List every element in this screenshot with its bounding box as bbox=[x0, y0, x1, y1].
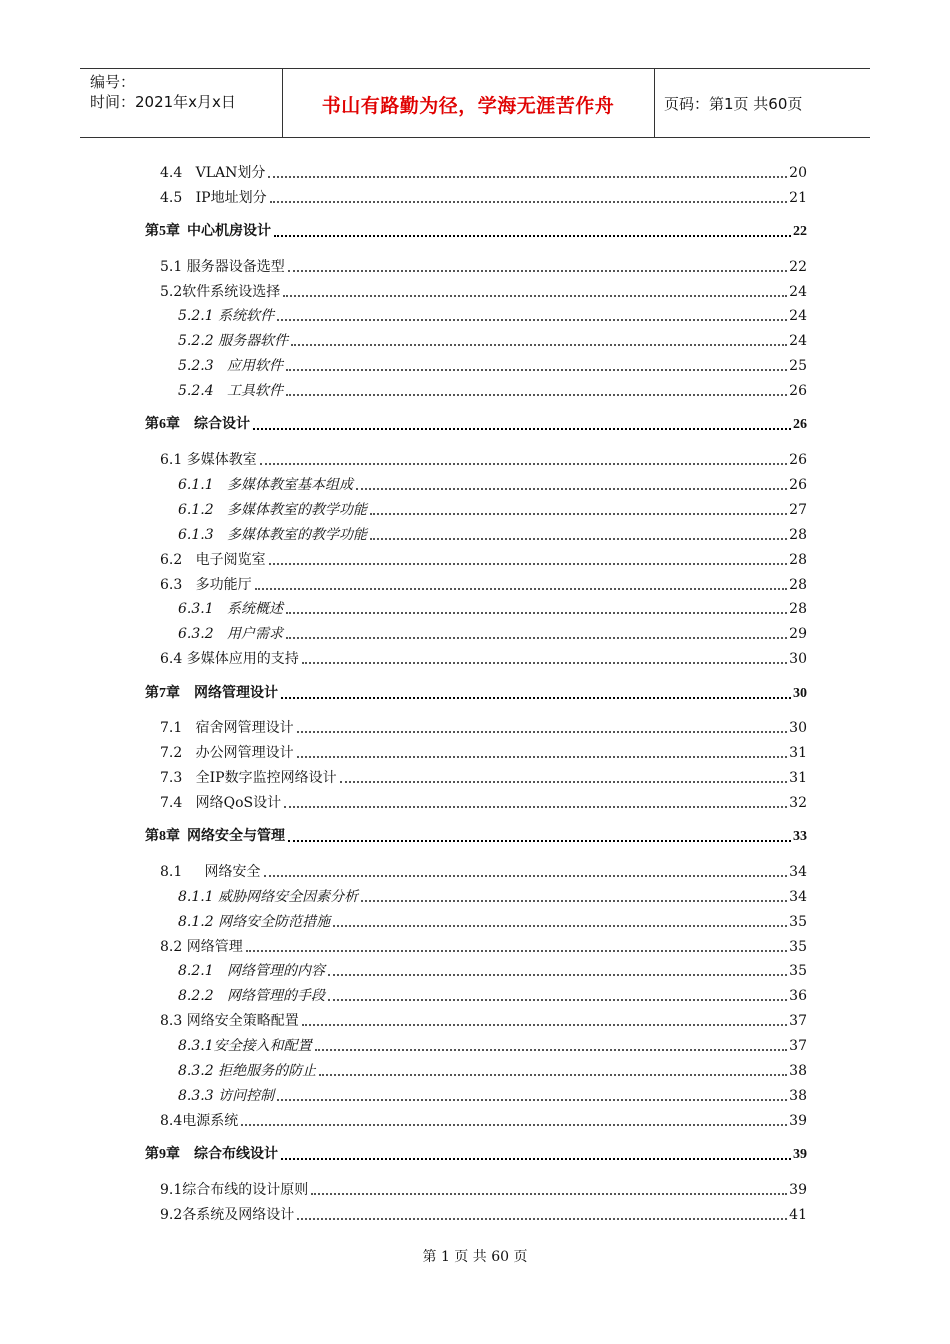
toc-subsection-entry[interactable] bbox=[145, 353, 807, 375]
toc-leader-dots bbox=[241, 1123, 787, 1126]
toc-page-number: 22 bbox=[789, 259, 807, 275]
toc-page-number: 35 bbox=[789, 939, 807, 955]
toc-leader-dots bbox=[297, 1217, 787, 1220]
toc-page-number: 31 bbox=[789, 770, 807, 786]
toc-entry-title: 7.3 全IP数字监控网络设计 bbox=[160, 770, 337, 786]
toc-leader-dots bbox=[297, 755, 788, 758]
toc-entry-title: 9.2各系统及网络设计 bbox=[160, 1207, 295, 1223]
toc-leader-dots bbox=[283, 294, 787, 297]
toc-page-number: 30 bbox=[789, 651, 807, 667]
toc-page-number: 22 bbox=[793, 224, 807, 239]
toc-section-entry[interactable] bbox=[145, 1108, 807, 1130]
toc-page-number: 38 bbox=[789, 1088, 807, 1104]
toc-entry-title: 8.2.2 网络管理的手段 bbox=[178, 988, 325, 1004]
toc-entry-title: 6.3 多功能厅 bbox=[160, 577, 252, 593]
toc-leader-dots bbox=[286, 368, 787, 371]
toc-subsection-entry[interactable] bbox=[145, 983, 807, 1005]
toc-entry-title: 第7章 网络管理设计 bbox=[145, 686, 278, 701]
toc-section-entry[interactable] bbox=[145, 1202, 807, 1224]
toc-entry-title: 8.1 网络安全 bbox=[160, 864, 261, 880]
toc-entry-title: 9.1综合布线的设计原则 bbox=[160, 1182, 309, 1198]
toc-page-number: 32 bbox=[789, 795, 807, 811]
toc-subsection-entry[interactable] bbox=[145, 1033, 807, 1055]
toc-page-number: 28 bbox=[789, 552, 807, 568]
toc-leader-dots bbox=[302, 1023, 787, 1026]
toc-leader-dots bbox=[281, 696, 791, 699]
toc-section-entry[interactable] bbox=[145, 1008, 807, 1030]
toc-page-number: 39 bbox=[789, 1113, 807, 1129]
toc-leader-dots bbox=[270, 200, 788, 203]
header-motto-cell bbox=[282, 69, 655, 137]
toc-entry-title: 5.1 服务器设备选型 bbox=[160, 259, 285, 275]
toc-entry-title: 5.2.2 服务器软件 bbox=[178, 333, 289, 349]
toc-entry-title: 7.1 宿舍网管理设计 bbox=[160, 720, 294, 736]
toc-page-number: 30 bbox=[789, 720, 807, 736]
toc-section-entry[interactable] bbox=[145, 790, 807, 812]
toc-leader-dots bbox=[253, 427, 791, 430]
toc-page-number: 36 bbox=[789, 988, 807, 1004]
toc-page-number: 28 bbox=[789, 577, 807, 593]
toc-entry-title: 6.3.1 系统概述 bbox=[178, 601, 283, 617]
toc-leader-dots bbox=[286, 636, 787, 639]
toc-leader-dots bbox=[319, 1073, 787, 1076]
toc-page-number: 21 bbox=[789, 190, 807, 206]
toc-section-entry[interactable] bbox=[145, 1177, 807, 1199]
toc-leader-dots bbox=[288, 269, 787, 272]
toc-leader-dots bbox=[315, 1048, 788, 1051]
toc-section-entry[interactable] bbox=[145, 646, 807, 668]
toc-leader-dots bbox=[269, 562, 788, 565]
toc-entry-title: 8.3.2 拒绝服务的防止 bbox=[178, 1063, 317, 1079]
toc-leader-dots bbox=[277, 1098, 787, 1101]
toc-section-entry[interactable] bbox=[145, 547, 807, 569]
toc-subsection-entry[interactable] bbox=[145, 303, 807, 325]
toc-entry-title: 6.1.3 多媒体教室的教学功能 bbox=[178, 527, 367, 543]
header-page-cell bbox=[654, 69, 870, 137]
document-number: 编号： bbox=[90, 73, 136, 91]
toc-subsection-entry[interactable] bbox=[145, 1083, 807, 1105]
toc-entry-title: 7.4 网络QoS设计 bbox=[160, 795, 282, 811]
toc-leader-dots bbox=[274, 234, 791, 237]
toc-leader-dots bbox=[291, 343, 787, 346]
toc-entry-title: 6.1.1 多媒体教室基本组成 bbox=[178, 477, 353, 493]
toc-entry-title: 8.2 网络管理 bbox=[160, 939, 243, 955]
toc-entry-title: 6.4 多媒体应用的支持 bbox=[160, 651, 299, 667]
toc-entry-title: 6.2 电子阅览室 bbox=[160, 552, 266, 568]
toc-chapter-entry[interactable] bbox=[145, 681, 807, 703]
toc-page-number: 26 bbox=[789, 383, 807, 399]
toc-section-entry[interactable] bbox=[145, 279, 807, 301]
toc-page-number: 28 bbox=[789, 601, 807, 617]
toc-page-number: 26 bbox=[789, 452, 807, 468]
toc-section-entry[interactable] bbox=[145, 765, 807, 787]
toc-leader-dots bbox=[370, 537, 787, 540]
toc-leader-dots bbox=[268, 175, 787, 178]
toc-page-number: 24 bbox=[789, 333, 807, 349]
toc-leader-dots bbox=[286, 393, 787, 396]
toc-leader-dots bbox=[277, 318, 787, 321]
toc-entry-title: 5.2.1 系统软件 bbox=[178, 308, 275, 324]
toc-leader-dots bbox=[340, 780, 788, 783]
toc-entry-title: 第6章 综合设计 bbox=[145, 417, 250, 432]
toc-leader-dots bbox=[297, 730, 788, 733]
toc-entry-title: 8.2.1 网络管理的内容 bbox=[178, 963, 325, 979]
toc-entry-title: 8.1.1 威胁网络安全因素分析 bbox=[178, 889, 359, 905]
toc-section-entry[interactable] bbox=[145, 859, 807, 881]
toc-entry-title: 5.2.4 工具软件 bbox=[178, 383, 283, 399]
toc-entry-title: 8.3.3 访问控制 bbox=[178, 1088, 275, 1104]
toc-page-number: 34 bbox=[789, 889, 807, 905]
toc-section-entry[interactable] bbox=[145, 572, 807, 594]
toc-entry-title: 6.1.2 多媒体教室的教学功能 bbox=[178, 502, 367, 518]
toc-chapter-entry[interactable] bbox=[145, 412, 807, 434]
toc-page-number: 34 bbox=[789, 864, 807, 880]
toc-entry-title: 4.4 VLAN划分 bbox=[160, 165, 266, 181]
document-date: 时间：2021年x月x日 bbox=[90, 93, 236, 111]
toc-subsection-entry[interactable] bbox=[145, 909, 807, 931]
toc-entry-title: 4.5 IP地址划分 bbox=[160, 190, 267, 206]
toc-leader-dots bbox=[333, 924, 787, 927]
toc-leader-dots bbox=[288, 839, 791, 842]
toc-leader-dots bbox=[286, 611, 787, 614]
toc-entry-title: 8.4电源系统 bbox=[160, 1113, 239, 1129]
toc-leader-dots bbox=[284, 805, 787, 808]
toc-page-number: 29 bbox=[789, 626, 807, 642]
toc-section-entry[interactable] bbox=[145, 185, 807, 207]
toc-leader-dots bbox=[255, 587, 788, 590]
toc-subsection-entry[interactable] bbox=[145, 621, 807, 643]
page-header bbox=[80, 68, 870, 138]
toc-leader-dots bbox=[361, 899, 787, 902]
toc-subsection-entry[interactable] bbox=[145, 378, 807, 400]
toc-page-number: 33 bbox=[793, 829, 807, 844]
toc-subsection-entry[interactable] bbox=[145, 497, 807, 519]
toc-subsection-entry[interactable] bbox=[145, 522, 807, 544]
motto-text: 书山有路勤为径，学海无涯苦作舟 bbox=[321, 95, 615, 117]
toc-page-number: 41 bbox=[789, 1207, 807, 1223]
toc-page-number: 24 bbox=[789, 284, 807, 300]
toc-page-number: 39 bbox=[793, 1147, 807, 1162]
toc-leader-dots bbox=[311, 1192, 787, 1195]
toc-section-entry[interactable] bbox=[145, 160, 807, 182]
header-info-cell bbox=[80, 69, 283, 137]
toc-entry-title: 8.3 网络安全策略配置 bbox=[160, 1013, 299, 1029]
toc-page-number: 26 bbox=[793, 417, 807, 432]
toc-subsection-entry[interactable] bbox=[145, 1058, 807, 1080]
toc-page-number: 26 bbox=[789, 477, 807, 493]
toc-leader-dots bbox=[328, 973, 787, 976]
toc-chapter-entry[interactable] bbox=[145, 1142, 807, 1164]
toc-page-number: 37 bbox=[789, 1013, 807, 1029]
toc-page-number: 30 bbox=[793, 686, 807, 701]
toc-chapter-entry[interactable] bbox=[145, 219, 807, 241]
toc-page-number: 37 bbox=[789, 1038, 807, 1054]
toc-section-entry[interactable] bbox=[145, 740, 807, 762]
toc-entry-title: 6.1 多媒体教室 bbox=[160, 452, 257, 468]
toc-section-entry[interactable] bbox=[145, 447, 807, 469]
toc-section-entry[interactable] bbox=[145, 715, 807, 737]
toc-chapter-entry[interactable] bbox=[145, 824, 807, 846]
toc-page-number: 28 bbox=[789, 527, 807, 543]
toc-page-number: 38 bbox=[789, 1063, 807, 1079]
page-number-info: 页码：第1页 共60页 bbox=[664, 95, 803, 113]
toc-leader-dots bbox=[302, 661, 787, 664]
toc-entry-title: 8.1.2 网络安全防范措施 bbox=[178, 914, 331, 930]
toc-entry-title: 5.2.3 应用软件 bbox=[178, 358, 283, 374]
toc-entry-title: 第5章 中心机房设计 bbox=[145, 224, 271, 239]
toc-page-number: 25 bbox=[789, 358, 807, 374]
toc-entry-title: 7.2 办公网管理设计 bbox=[160, 745, 294, 761]
toc-leader-dots bbox=[260, 462, 787, 465]
toc-leader-dots bbox=[356, 487, 787, 490]
toc-page-number: 35 bbox=[789, 963, 807, 979]
toc-page-number: 24 bbox=[789, 308, 807, 324]
toc-entry-title: 第8章 网络安全与管理 bbox=[145, 829, 285, 844]
toc-page-number: 39 bbox=[789, 1182, 807, 1198]
toc-leader-dots bbox=[370, 512, 787, 515]
toc-subsection-entry[interactable] bbox=[145, 328, 807, 350]
toc-leader-dots bbox=[264, 874, 788, 877]
toc-subsection-entry[interactable] bbox=[145, 472, 807, 494]
toc-subsection-entry[interactable] bbox=[145, 958, 807, 980]
toc-leader-dots bbox=[328, 998, 787, 1001]
toc-entry-title: 8.3.1安全接入和配置 bbox=[178, 1038, 312, 1054]
toc-entry-title: 6.3.2 用户需求 bbox=[178, 626, 283, 642]
toc-leader-dots bbox=[246, 949, 787, 952]
toc-leader-dots bbox=[281, 1157, 791, 1160]
toc-page-number: 35 bbox=[789, 914, 807, 930]
toc-entry-title: 第9章 综合布线设计 bbox=[145, 1147, 278, 1162]
toc-section-entry[interactable] bbox=[145, 254, 807, 276]
toc-page-number: 31 bbox=[789, 745, 807, 761]
toc-subsection-entry[interactable] bbox=[145, 596, 807, 618]
toc-subsection-entry[interactable] bbox=[145, 884, 807, 906]
toc-page-number: 27 bbox=[789, 502, 807, 518]
toc-page-number: 20 bbox=[789, 165, 807, 181]
toc-section-entry[interactable] bbox=[145, 934, 807, 956]
toc-entry-title: 5.2软件系统设选择 bbox=[160, 284, 281, 300]
page-footer: 第 1 页 共 60 页 bbox=[422, 1249, 528, 1265]
